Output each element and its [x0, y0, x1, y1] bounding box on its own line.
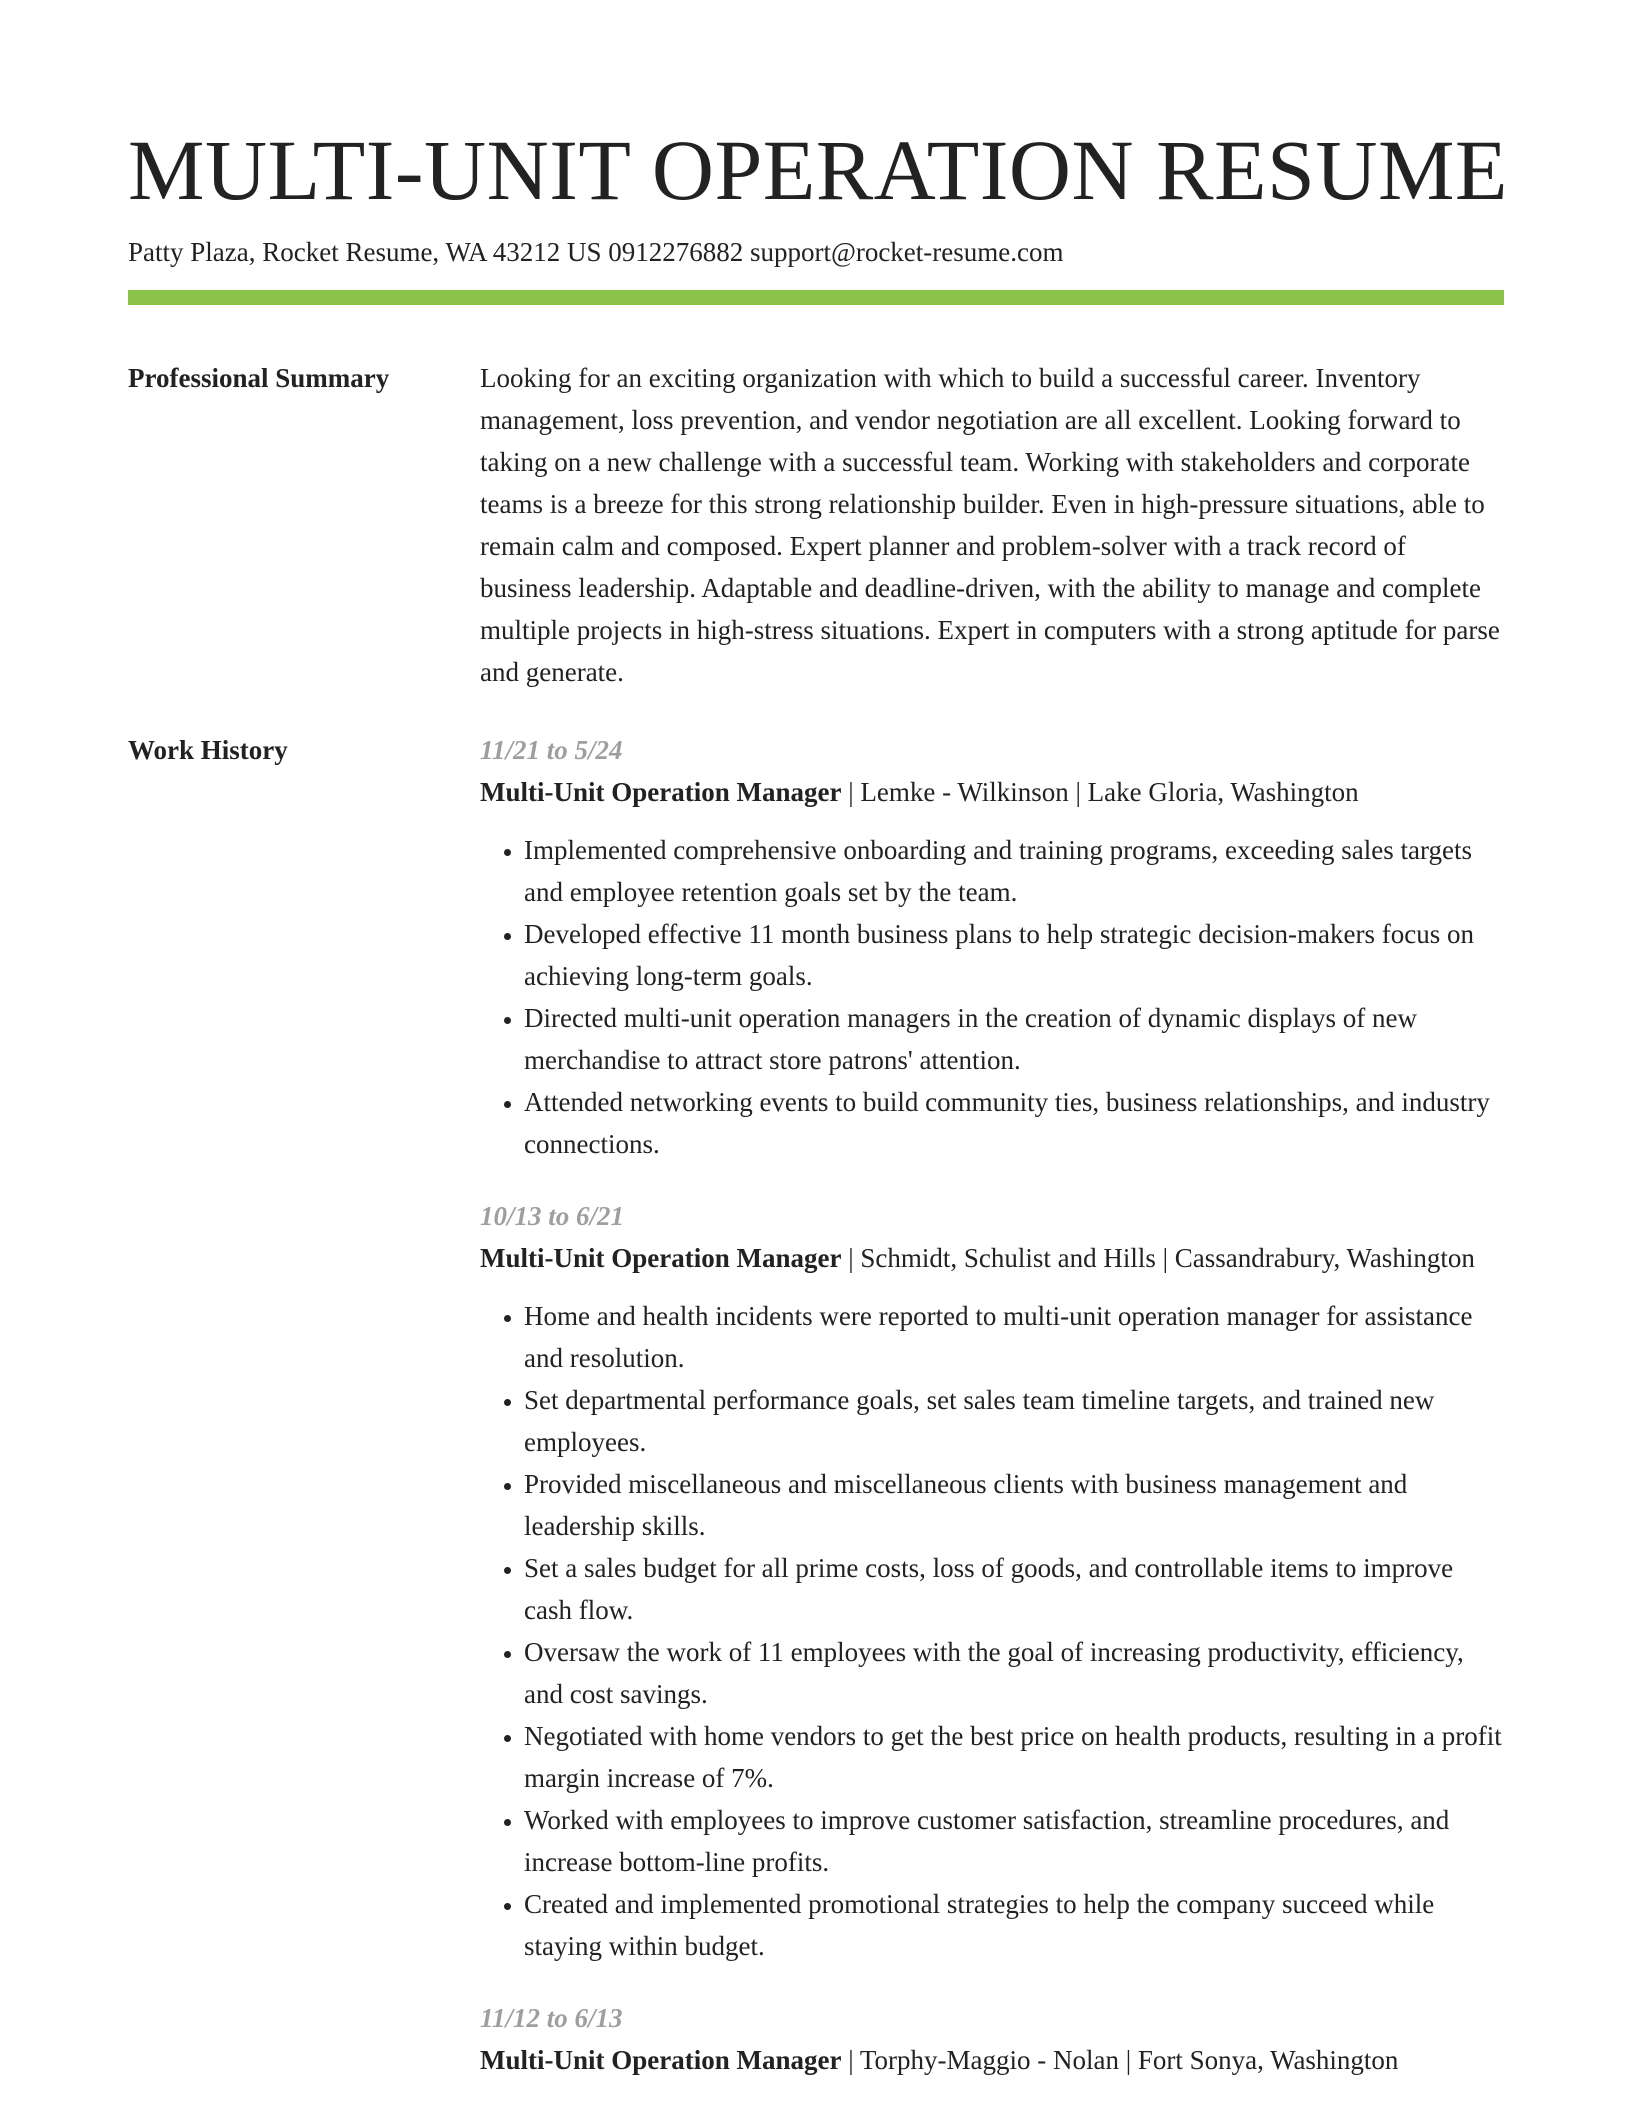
list-item: • Created and implemented promotional strategies to help the company succeed while staying within budget. — [524, 1883, 1504, 1967]
list-item: • Oversaw the work of 11 employees with the goal of increasing productivity, efficiency, and cost savings. — [524, 1631, 1504, 1715]
job-entry — [480, 729, 1504, 1165]
list-item: • Negotiated with home vendors to get the best price on health products, resulting in a profit margin increase of 7%. — [524, 1715, 1504, 1799]
job-title: Multi-Unit Operation Manager — [480, 1243, 842, 1273]
job-title: Multi-Unit Operation Manager — [480, 777, 842, 807]
list-item: • Developed effective 11 month business plans to help strategic decision-makers focus on achieving long-term goals. — [524, 913, 1504, 997]
list-item: • Attended networking events to build community ties, business relationships, and industry connections. — [524, 1081, 1504, 1165]
job-title: Multi-Unit Operation Manager — [480, 2045, 842, 2075]
list-item: • Home and health incidents were reported to multi-unit operation manager for assistance and resolution. — [524, 1295, 1504, 1379]
job-dates: 11/12 to 6/13 — [480, 2003, 623, 2033]
list-item: • Directed multi-unit operation managers in the creation of dynamic displays of new merchandise to attract store patrons' attention. — [524, 997, 1504, 1081]
section-label-work-history: Work History — [128, 735, 288, 765]
contact-info: Patty Plaza, Rocket Resume, WA 43212 US 0912276882 support@rocket-resume.com — [128, 237, 1064, 267]
professional-summary-section — [128, 357, 1504, 693]
job-title-line — [480, 771, 1504, 813]
job-title-line — [480, 2039, 1504, 2081]
job-entry — [480, 1195, 1504, 1967]
header-divider — [128, 290, 1504, 305]
job-details: | Schmidt, Schulist and Hills | Cassandrabury, Washington — [841, 1243, 1475, 1273]
summary-body — [480, 357, 1504, 693]
job-entry — [480, 1997, 1504, 2081]
job-dates: 10/13 to 6/21 — [480, 1201, 625, 1231]
list-item: • Implemented comprehensive onboarding and training programs, exceeding sales targets and employee retention goals set by the team. — [524, 829, 1504, 913]
job-details: | Torphy-Maggio - Nolan | Fort Sonya, Washington — [841, 2045, 1399, 2075]
work-history-body — [480, 729, 1504, 2081]
section-label-summary: Professional Summary — [128, 363, 390, 393]
job-details: | Lemke - Wilkinson | Lake Gloria, Washington — [841, 777, 1359, 807]
resume-title: MULTI-UNIT OPERATION RESUME — [128, 122, 1508, 218]
job-title-line — [480, 1237, 1504, 1279]
summary-text: Looking for an exciting organization with which to build a successful career. Inventory management, loss prevention, and vendor negotiation are all excellent. Looking forward to taking on a new challenge with a successful team. Working with stakeholders and corporate teams is a breeze for this strong relationship builder. Even in high-pressure situations, able to remain calm and composed. Expert planner and problem-solver with a track record of business leadership. Adaptable and deadline-driven, with the ability to manage and complete multiple projects in high-stress situations. Expert in computers with a strong aptitude for parse and generate. — [480, 363, 1500, 687]
list-item: • Provided miscellaneous and miscellaneous clients with business management and leadership skills. — [524, 1463, 1504, 1547]
list-item: • Worked with employees to improve customer satisfaction, streamline procedures, and increase bottom-line profits. — [524, 1799, 1504, 1883]
job-bullets — [480, 829, 1504, 1165]
job-dates: 11/21 to 5/24 — [480, 735, 623, 765]
job-bullets — [480, 1295, 1504, 1967]
list-item: • Set departmental performance goals, set sales team timeline targets, and trained new employees. — [524, 1379, 1504, 1463]
work-history-section — [128, 729, 1504, 2081]
list-item: • Set a sales budget for all prime costs, loss of goods, and controllable items to improve cash flow. — [524, 1547, 1504, 1631]
